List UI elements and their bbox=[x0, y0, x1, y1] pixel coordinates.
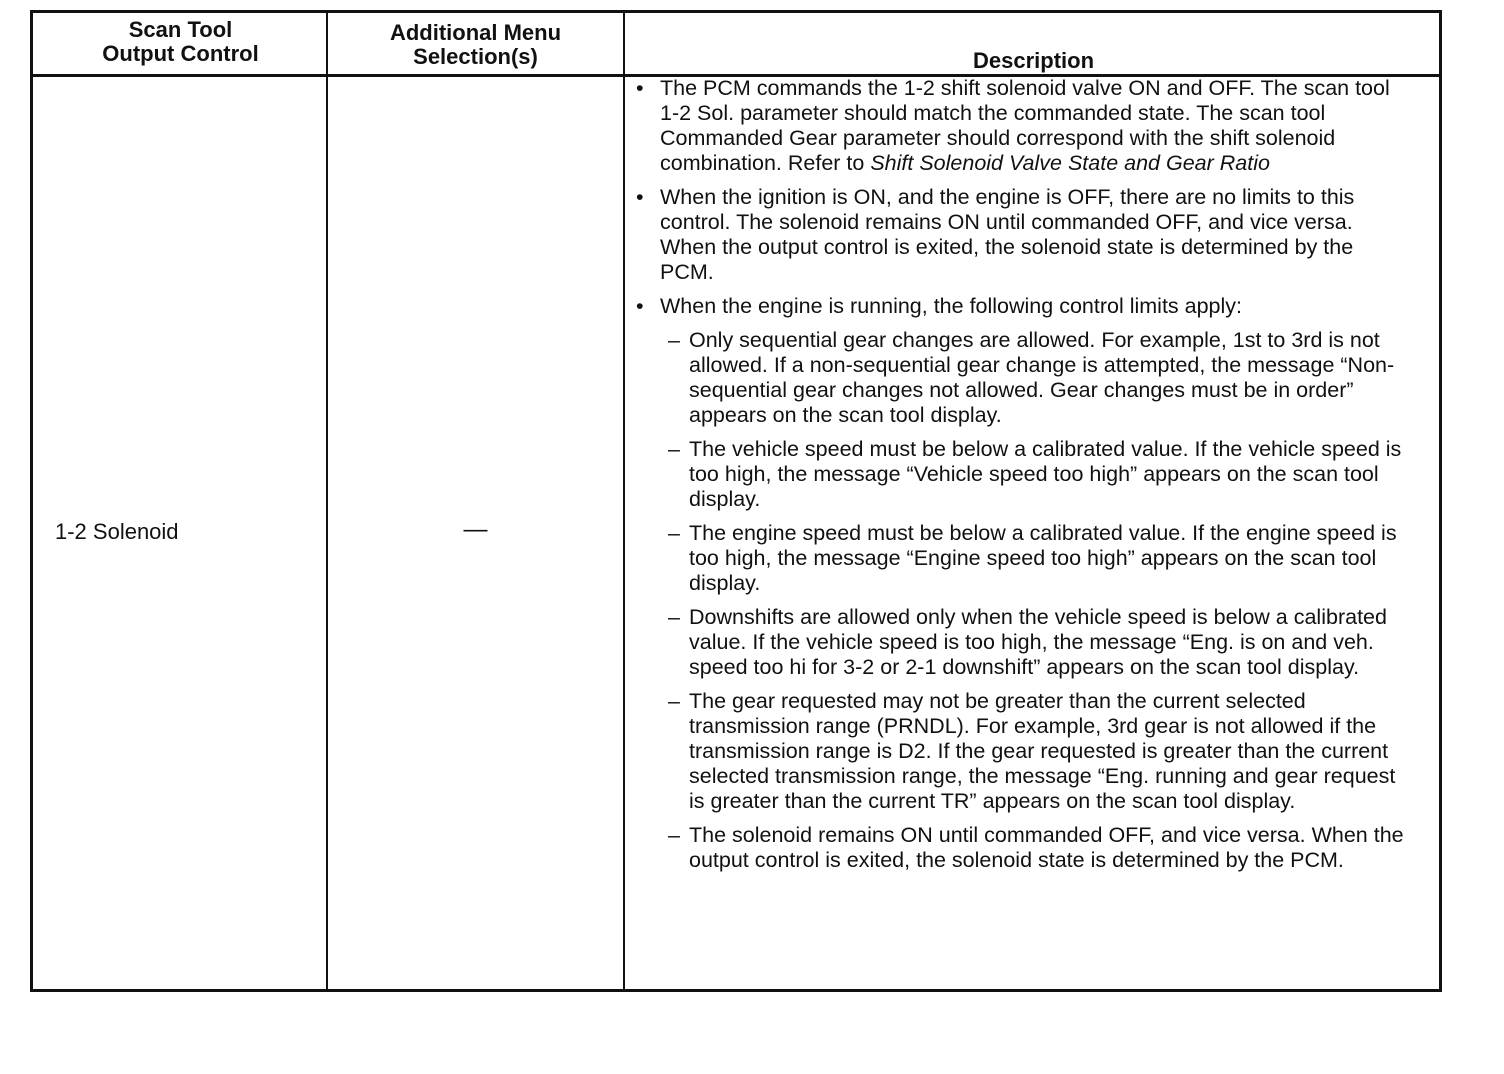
description-bullet: • The PCM commands the 1-2 shift solenoid valve ON and OFF. The scan tool 1-2 Sol. parameter should match the commanded state. The scan tool Commanded Gear parameter should correspond with the shift solenoid combination. Refer to Shift Solenoid Valve State and Gear Ratio bbox=[636, 76, 1390, 175]
dash-mark: – bbox=[668, 605, 680, 629]
control-limit-item: – The gear requested may not be greater than the current selected transmission range (PRNDL). For example, 3rd gear is not allowed if the transmission range is D2. If the gear requested is greater than the current selected transmission range, the message “Eng. running and gear request is greater than the current TR” appears on the scan tool display. bbox=[668, 689, 1396, 813]
control-limit-item: – Downshifts are allowed only when the vehicle speed is below a calibrated value. If the vehicle speed is too high, the message “Eng. is on and veh. speed too hi for 3-2 or 2-1 downshift” appears on the scan tool display. bbox=[668, 605, 1387, 679]
menu-selection-value: — bbox=[463, 516, 488, 543]
description-bullet: • When the ignition is ON, and the engine is OFF, there are no limits to this control. The solenoid remains ON until commanded OFF, and vice versa. When the output control is exited, the solenoid state is determined by the PCM. bbox=[636, 185, 1355, 284]
dash-mark: – bbox=[668, 689, 680, 713]
control-limit-item: – The vehicle speed must be below a calibrated value. If the vehicle speed is too high, the message “Vehicle speed too high” appears on the scan tool display. bbox=[668, 437, 1402, 511]
reference-link-text: Shift Solenoid Valve State and Gear Ratio bbox=[870, 151, 1270, 175]
control-limit-item: – The solenoid remains ON until commanded OFF, and vice versa. When the output control is exited, the solenoid state is determined by the PCM. bbox=[668, 823, 1404, 872]
description-cell bbox=[631, 76, 1406, 882]
dash-mark: – bbox=[668, 521, 680, 545]
dash-mark: – bbox=[668, 328, 680, 352]
control-limit-item: – The engine speed must be below a calibrated value. If the engine speed is too high, the message “Engine speed too high” appears on the scan tool display. bbox=[668, 521, 1397, 595]
header-additional-menu-selections: Additional Menu Selection(s) bbox=[389, 20, 562, 69]
column-divider-1 bbox=[326, 13, 328, 989]
control-limit-item: – Only sequential gear changes are allowed. For example, 1st to 3rd is not allowed. If a non-sequential gear change is attempted, the message “Non-sequential gear changes not allowed. Gear changes must be in order” appears on the scan tool display. bbox=[668, 328, 1395, 427]
header-scan-tool-output-control: Scan Tool Output Control bbox=[102, 17, 259, 66]
column-divider-2 bbox=[623, 13, 625, 989]
description-bullet: • When the engine is running, the following control limits apply: bbox=[636, 294, 1243, 318]
bullet-mark: • bbox=[636, 294, 644, 318]
bullet-mark: • bbox=[636, 185, 644, 209]
bullet-mark: • bbox=[636, 76, 644, 100]
output-control-value: 1-2 Solenoid bbox=[55, 519, 179, 544]
dash-mark: – bbox=[668, 823, 680, 847]
header-description: Description bbox=[972, 48, 1095, 73]
dash-mark: – bbox=[668, 437, 680, 461]
